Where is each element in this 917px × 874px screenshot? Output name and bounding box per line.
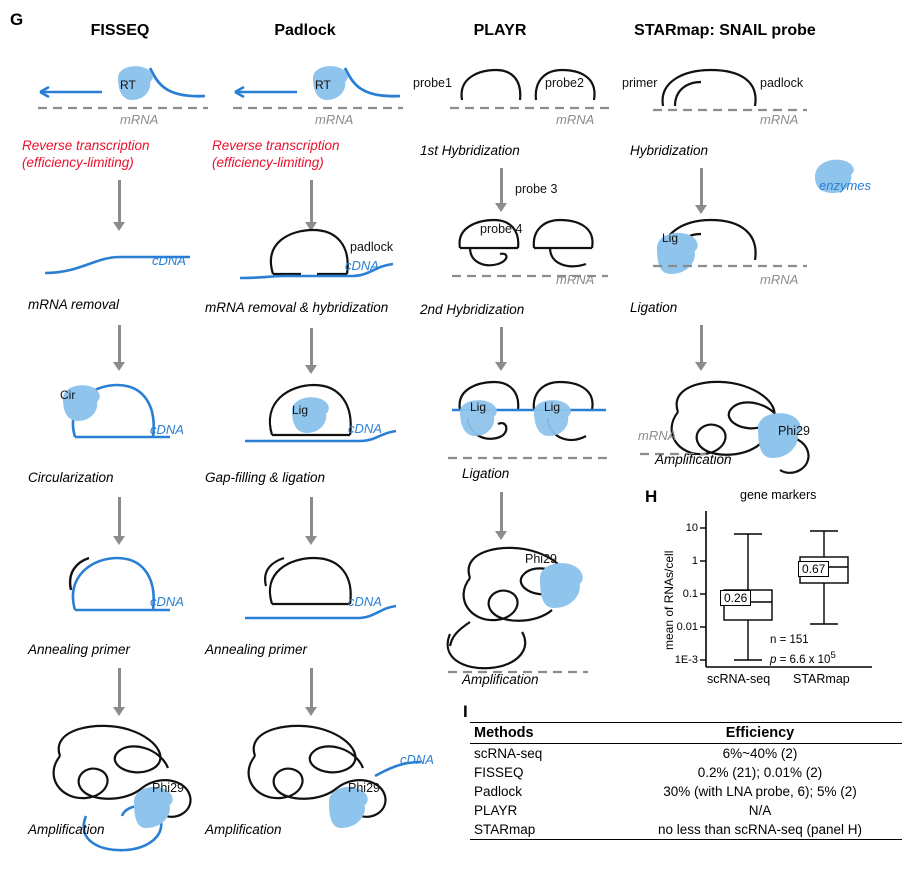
padlock-phi29-tag: Phi29 <box>348 781 380 795</box>
panel-i-efficiency-table <box>470 722 902 840</box>
padlock-step1-label-line2: (efficiency-limiting) <box>212 155 324 170</box>
playr-step3-label: Ligation <box>462 466 510 481</box>
panel-letter-h: H <box>645 487 658 506</box>
playr-probe2-tag: probe2 <box>545 76 584 90</box>
fisseq-cir-tag: Cir <box>60 388 76 402</box>
starmap-lig-tag: Lig <box>662 231 679 245</box>
panel-h-ytick-0-01: 0.01 <box>676 621 698 633</box>
table-cell-method: PLAYR <box>474 803 518 818</box>
padlock-arrow-4-head <box>305 707 317 716</box>
panel-letter-i: I <box>463 702 468 721</box>
fisseq-annealing-diagram <box>45 548 220 628</box>
enzymes-legend-label: enzymes <box>818 178 872 193</box>
table-cell-efficiency: no less than scRNA-seq (panel H) <box>618 820 902 840</box>
padlock-step2-label: mRNA removal & hybridization <box>205 300 389 315</box>
table-row <box>470 744 902 764</box>
panel-h-p-annotation <box>770 650 836 666</box>
padlock-lig-tag: Lig <box>292 403 309 417</box>
padlock-annealing-diagram <box>240 548 420 628</box>
fisseq-phi29-tag: Phi29 <box>152 781 184 795</box>
panel-h-ytick-1: 1 <box>691 555 698 567</box>
column-title-playr: PLAYR <box>473 22 527 39</box>
table-cell-method: Padlock <box>474 784 523 799</box>
starmap-mrna-tag-1: mRNA <box>760 112 799 127</box>
padlock-step3-label: Gap-filling & ligation <box>205 470 326 485</box>
padlock-arrow-2 <box>310 328 313 368</box>
panel-h-p-value: = 6.6 x 10 <box>776 653 831 666</box>
starmap-mrna-tag-2: mRNA <box>760 272 799 287</box>
panel-h-ytick-0-1: 0.1 <box>682 588 698 600</box>
padlock-mrna-tag: mRNA <box>315 112 354 127</box>
fisseq-step4-label: Annealing primer <box>28 642 131 657</box>
playr-mrna-tag-1: mRNA <box>556 112 595 127</box>
padlock-cdna-tag-2: cDNA <box>348 421 382 436</box>
fisseq-arrow-2-head <box>113 362 125 371</box>
starmap-arrow-2 <box>700 325 703 365</box>
fisseq-amplification-diagram <box>30 718 240 858</box>
padlock-amplification-diagram <box>225 718 435 858</box>
fisseq-rt-tag: RT <box>120 78 136 92</box>
fisseq-cdna-tag-2: cDNA <box>150 422 184 437</box>
fisseq-step1-label-line1: Reverse transcription <box>22 138 150 153</box>
playr-step1-label: 1st Hybridization <box>420 143 520 158</box>
table-cell-efficiency: 30% (with LNA probe, 6); 5% (2) <box>663 784 857 799</box>
fisseq-arrow-4 <box>118 668 121 710</box>
padlock-step1-label-line1: Reverse transcription <box>212 138 340 153</box>
table-row <box>470 782 902 801</box>
playr-step2-label: 2nd Hybridization <box>420 302 525 317</box>
fisseq-circularization-diagram <box>45 375 220 455</box>
padlock-step5-label: Amplification <box>205 822 282 837</box>
fisseq-arrow-3-head <box>113 536 125 545</box>
panel-h-p-symbol: p <box>770 653 777 666</box>
padlock-arrow-3-head <box>305 536 317 545</box>
playr-arrow-2 <box>500 327 503 365</box>
fisseq-arrow-3 <box>118 497 121 539</box>
playr-probe3-tag: probe 3 <box>515 182 558 196</box>
fisseq-step1-label-line2: (efficiency-limiting) <box>22 155 134 170</box>
playr-mrna-tag-2: mRNA <box>556 272 595 287</box>
panel-h-ytick-10: 10 <box>685 522 698 534</box>
panel-h-ylabel: mean of RNAs/cell <box>662 550 676 650</box>
fisseq-arrow-1 <box>118 180 121 225</box>
panel-h-title: gene markers <box>740 488 817 502</box>
padlock-cdna-tag-4: cDNA <box>400 752 434 767</box>
playr-arrow-1 <box>500 168 503 206</box>
panel-h-p-exponent: 5 <box>830 650 836 661</box>
column-title-fisseq: FISSEQ <box>90 22 150 39</box>
padlock-arrow-1 <box>310 180 313 225</box>
starmap-step1-label: Hybridization <box>630 143 709 158</box>
table-row <box>470 820 902 840</box>
padlock-padlock-diagram <box>235 228 415 288</box>
playr-ligation-diagram <box>438 372 624 467</box>
panel-h-xlabel-scrna: scRNA-seq <box>707 672 771 686</box>
padlock-padlock-tag: padlock <box>350 240 394 254</box>
panel-h-median-label-scrna: 0.26 <box>720 590 751 606</box>
playr-lig-tag-1: Lig <box>470 400 487 414</box>
padlock-arrow-2-head <box>305 365 317 374</box>
playr-phi29-tag: Phi29 <box>525 552 557 566</box>
table-cell-method: FISSEQ <box>474 765 524 780</box>
padlock-ligation-diagram <box>240 375 420 455</box>
starmap-step3-label: Amplification <box>655 452 732 467</box>
fisseq-cdna-tag-3: cDNA <box>150 594 184 609</box>
playr-probe4-tag: probe 4 <box>480 222 523 236</box>
table-cell-method: STARmap <box>470 820 618 840</box>
playr-arrow-2-head <box>495 362 507 371</box>
panel-h-xlabel-starmap: STARmap <box>793 672 850 686</box>
starmap-padlock-tag: padlock <box>760 76 804 90</box>
padlock-rt-tag: RT <box>315 78 331 92</box>
fisseq-step3-label: Circularization <box>28 470 114 485</box>
table-cell-efficiency: 6%~40% (2) <box>722 746 798 761</box>
padlock-step4-label: Annealing primer <box>205 642 308 657</box>
table-cell-method: scRNA-seq <box>474 746 543 761</box>
fisseq-step2-label: mRNA removal <box>28 297 120 312</box>
playr-lig-tag-2: Lig <box>544 400 561 414</box>
panel-h-n-annotation: n = 151 <box>770 634 809 646</box>
padlock-cdna-tag-3: cDNA <box>348 594 382 609</box>
table-cell-efficiency: N/A <box>748 803 772 818</box>
starmap-step2-label: Ligation <box>630 300 678 315</box>
column-title-padlock: Padlock <box>274 22 336 39</box>
panel-h-ytick-1e-3: 1E-3 <box>674 654 698 666</box>
table-header-efficiency: Efficiency <box>618 723 902 744</box>
padlock-cdna-tag-1: cDNA <box>345 258 379 273</box>
playr-probe1-tag: probe1 <box>413 76 452 90</box>
fisseq-arrow-4-head <box>113 707 125 716</box>
column-title-starmap: STARmap: SNAIL probe <box>634 22 816 39</box>
starmap-mrna-tag-3: mRNA <box>638 428 677 443</box>
table-cell-efficiency: 0.2% (21); 0.01% (2) <box>697 765 823 780</box>
table-header-methods: Methods <box>470 723 618 744</box>
fisseq-mrna-tag: mRNA <box>120 112 159 127</box>
playr-arrow-3 <box>500 492 503 534</box>
padlock-arrow-4 <box>310 668 313 710</box>
starmap-arrow-1 <box>700 168 703 208</box>
fisseq-step5-label: Amplification <box>28 822 105 837</box>
starmap-arrow-2-head <box>695 362 707 371</box>
starmap-primer-tag: primer <box>622 76 658 90</box>
starmap-phi29-tag: Phi29 <box>778 424 810 438</box>
panel-h-median-label-starmap: 0.67 <box>798 561 829 577</box>
playr-step4-label: Amplification <box>462 672 539 687</box>
table-header-row <box>470 723 902 744</box>
fisseq-cdna-tag-1: cDNA <box>152 253 186 268</box>
table-row <box>470 763 902 782</box>
table-row <box>470 801 902 820</box>
panel-letter-g: G <box>10 10 24 29</box>
fisseq-arrow-1-head <box>113 222 125 231</box>
fisseq-arrow-2 <box>118 325 121 365</box>
padlock-arrow-3 <box>310 497 313 539</box>
